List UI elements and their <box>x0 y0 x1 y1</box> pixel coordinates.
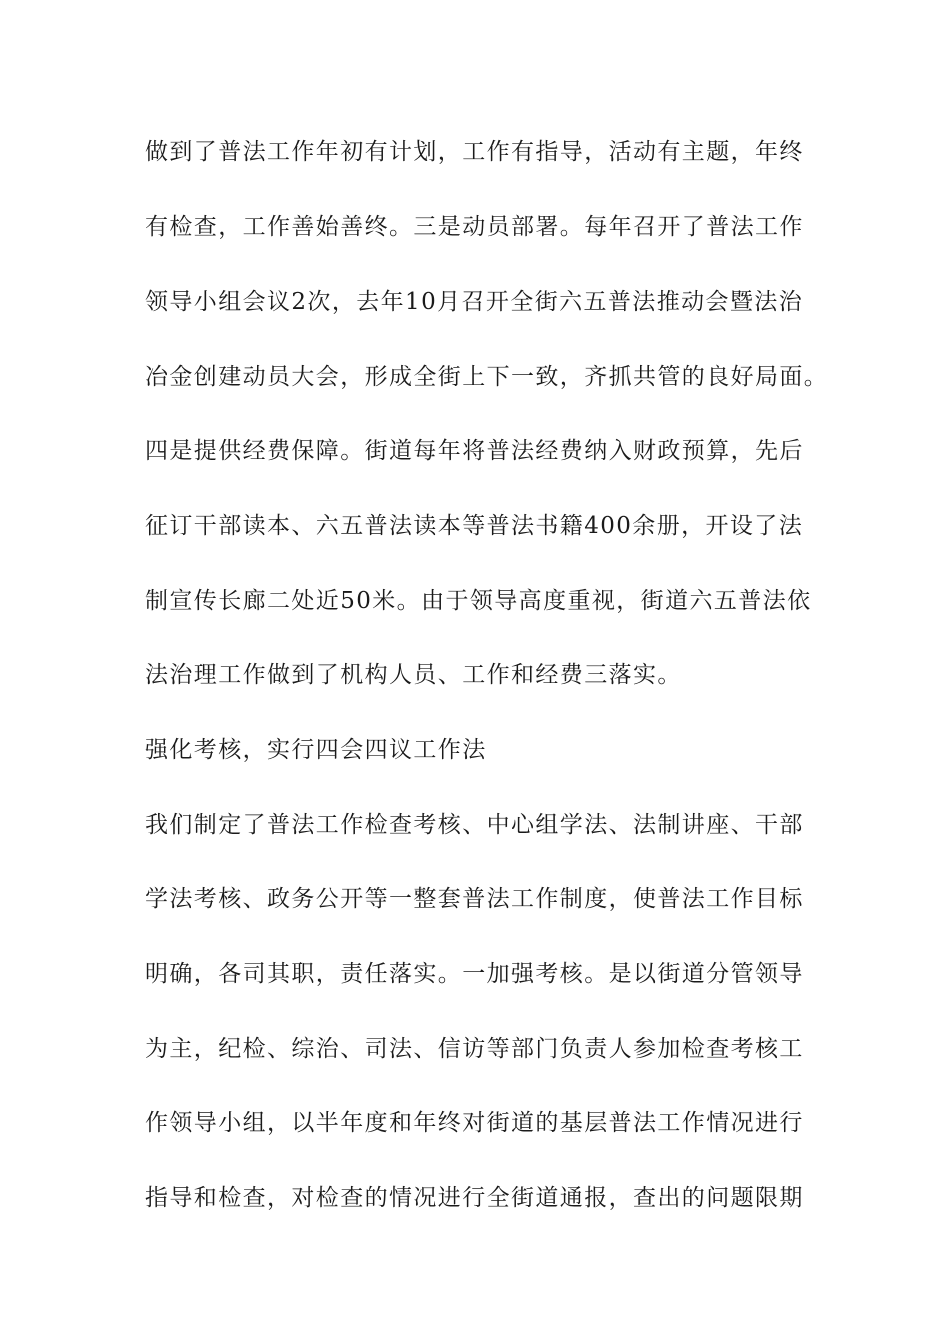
text-line: 法治理工作做到了机构人员、工作和经费三落实。 <box>145 662 682 688</box>
text-line: 作领导小组，以半年度和年终对街道的基层普法工作情况进行 <box>145 1110 804 1136</box>
text-line: 做到了普法工作年初有计划，工作有指导，活动有主题，年终 <box>145 139 804 165</box>
text-line: 学法考核、政务公开等一整套普法工作制度，使普法工作目标 <box>145 886 804 912</box>
text-line: 制宣传长廊二处近50米。由于领导高度重视，街道六五普法依 <box>145 588 812 614</box>
text-line: 指导和检查，对检查的情况进行全街道通报，查出的问题限期 <box>145 1185 804 1211</box>
text-line: 我们制定了普法工作检查考核、中心组学法、法制讲座、干部 <box>145 812 804 838</box>
text-line: 四是提供经费保障。街道每年将普法经费纳入财政预算，先后 <box>145 438 804 464</box>
text-line: 有检查，工作善始善终。三是动员部署。每年召开了普法工作 <box>145 214 804 240</box>
text-line: 冶金创建动员大会，形成全街上下一致，齐抓共管的良好局面。 <box>145 364 829 390</box>
section-heading: 强化考核，实行四会四议工作法 <box>145 737 487 763</box>
text-line: 为主，纪检、综治、司法、信访等部门负责人参加检查考核工 <box>145 1036 804 1062</box>
text-line: 明确，各司其职，责任落实。一加强考核。是以街道分管领导 <box>145 961 804 987</box>
text-line: 征订干部读本、六五普法读本等普法书籍400余册，开设了法 <box>145 513 804 539</box>
text-line: 领导小组会议2次，去年10月召开全街六五普法推动会暨法治 <box>145 289 804 315</box>
